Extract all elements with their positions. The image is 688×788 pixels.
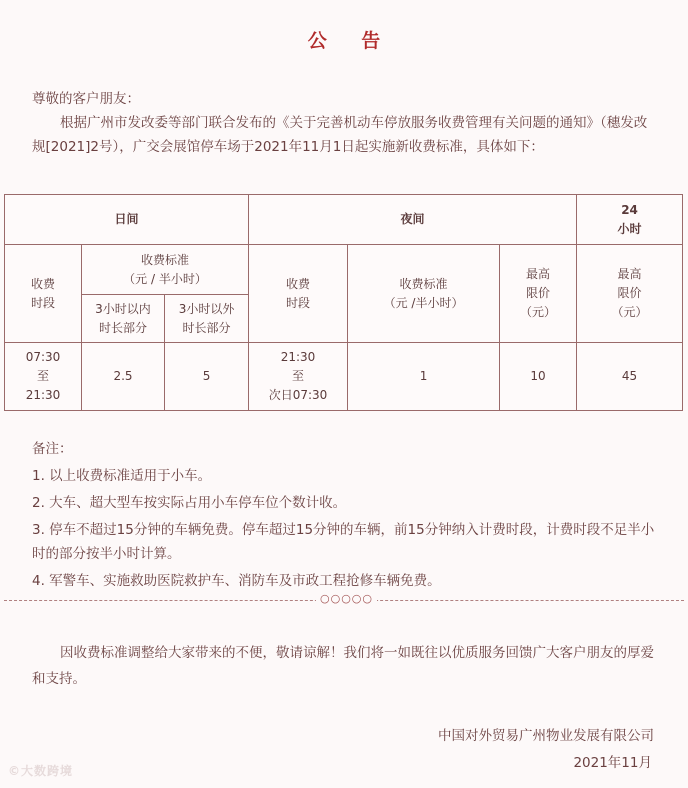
h24-header: 24 小时 (577, 195, 683, 245)
intro-paragraph: 根据广州市发改委等部门联合发布的《关于完善机动车停放服务收费管理有关问题的通知》（穗发改规[2021]2号），广交会展馆停车场于2021年11月1日起实施新收费标准，具体如下： (32, 115, 648, 155)
divider-dots: ○○○○○ (316, 592, 377, 605)
note-item: 4. 军警车、实施救助医院救护车、消防车及市政工程抢修车辆免费。 (32, 573, 441, 589)
notes-title: 备注： (32, 441, 73, 457)
night-period-label: 收费 时段 (249, 245, 348, 343)
greeting: 尊敬的客户朋友： (32, 91, 140, 107)
note-item: 1. 以上收费标准适用于小车。 (32, 468, 212, 484)
note-item: 3. 停车不超过15分钟的车辆免费。停车超过15分钟的车辆，前15分钟纳入计费时段，计费时段不足半小时的部分按半小时计算。 (32, 522, 655, 562)
night-header: 夜间 (249, 195, 577, 245)
company-name: 中国对外贸易广州物业发展有限公司 (438, 728, 654, 744)
night-std-label: 收费标准 （元 /半小时） (348, 245, 500, 343)
h24-cap-value: 45 (577, 343, 683, 411)
day-period-label: 收费 时段 (5, 245, 82, 343)
day-header: 日间 (5, 195, 249, 245)
watermark: ©大数跨境 (8, 764, 74, 778)
night-period-value: 21:30 至 次日07:30 (249, 343, 348, 411)
beyond-3h-value: 5 (165, 343, 249, 411)
fee-table (4, 194, 683, 411)
day-period-value: 07:30 至 21:30 (5, 343, 82, 411)
night-cap-label: 最高 限价 （元） (500, 245, 577, 343)
signature-date: 2021年11月 (573, 755, 652, 771)
notice-title: 公 告 (307, 30, 395, 52)
beyond-3h-label: 3小时以外 时长部分 (165, 295, 249, 343)
day-std-label: 收费标准 （元 / 半小时） (82, 245, 249, 295)
closing-paragraph: 因收费标准调整给大家带来的不便，敬请谅解！我们将一如既往以优质服务回馈广大客户朋友的厚爱和支持。 (32, 645, 654, 687)
note-item: 2. 大车、超大型车按实际占用小车停车位个数计收。 (32, 495, 347, 511)
night-cap-value: 10 (500, 343, 577, 411)
within-3h-label: 3小时以内 时长部分 (82, 295, 165, 343)
night-std-value: 1 (348, 343, 500, 411)
notes-section (32, 437, 662, 596)
within-3h-value: 2.5 (82, 343, 165, 411)
h24-cap-label: 最高 限价 （元） (577, 245, 683, 343)
